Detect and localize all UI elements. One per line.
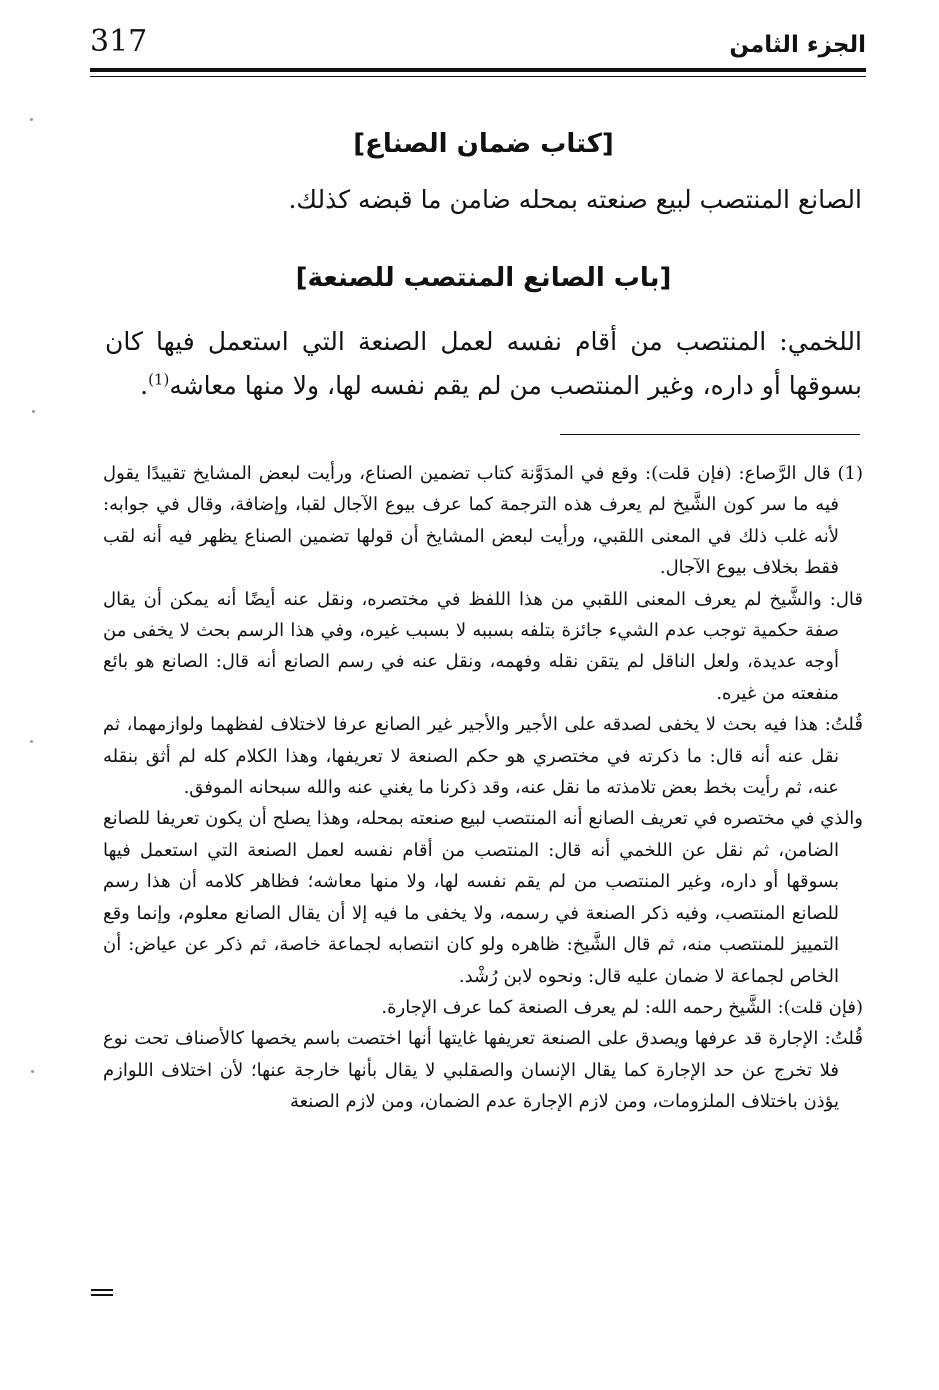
footnote-paragraph: قُلتُ: الإجارة قد عرفها ويصدق على الصنعة تعريفها غايتها أنها اختصت باسم يخصها كالأصناف تحت نوع فلا تخرج عن حد الإجارة كما يقال الإنسان والصقلبي لا يقال بأنها خارجة عنها؛ لأن اختلاف اللوازم يؤذن باختلاف الملزومات، ومن لازم الإجارة عدم الضمان، ومن لازم الصنعة xyxy=(103,1028,863,1113)
footnote-paragraph: (1) قال الرَّصاع: (فإن قلت): وقع في المدَوَّنة كتاب تضمين الصناع، ورأيت لبعض المشايخ تقييدًا يقول فيه ما سر كون الشَّيخ لم يعرف هذه الترجمة كما عرف بيوع الآجال لقبا، وإضافة، وقال في جوابه: لأنه غلب ذلك في المعنى اللقبي، ورأيت لبعض المشايخ أن قولها تضمين الصناع يظهر فيه أنه لقب فقط بخلاف بيوع الآجال. xyxy=(103,463,863,579)
chapter-heading-block xyxy=(105,258,862,298)
footnote-paragraph: قُلتُ: هذا فيه بحث لا يخفى لصدقه على الأجير والأجير غير الصانع عرفا لاختلاف لفظهما ولوازمهما، ثم نقل عنه أنه قال: ما ذكرته في مختصري هو حكم الصنعة لا تعريفها، وهذا الكلام كله لم أثق بنقله عنه، ثم رأيت بخط بعض تلامذته ما نقل عنه، وقد ذكرنا ما يغني عنه والله سبحانه الموفق. xyxy=(103,714,863,799)
margin-speck xyxy=(30,118,33,121)
footnote-paragraph: قال: والشَّيخ لم يعرف المعنى اللقبي من هذا اللفظ في مختصره، ونقل عنه أيضًا أنه يمكن أن يقال صفة حكمية توجب عدم الشيء جائزة بتلفه بسببه لا بسبب غيره، وفي هذا الرسم بحث لا يخفى من أوجه عديدة، ولعل الناقل لم يتقن نقله وفهمه، ونقل عنه في رسم الصانع أنه قال: الصانع هو بائع منفعته من غيره. xyxy=(103,588,863,704)
page-number: 317 xyxy=(90,24,148,59)
main-paragraph xyxy=(105,320,862,408)
intro-text-block xyxy=(105,178,862,222)
footnotes-section xyxy=(103,458,863,1118)
footnote-reference: (1) xyxy=(148,370,170,389)
chapter-heading: [باب الصانع المنتصب للصنعة] xyxy=(295,263,672,293)
header-rule-thin xyxy=(90,76,866,77)
footnote-paragraph: والذي في مختصره في تعريف الصانع أنه المنتصب لبيع صنعته بمحله، وهذا يصلح أن يكون تعريفا للصانع الضامن، ثم نقل عن اللخمي أنه قال: المنتصب من أقام نفسه لعمل الصنعة التي استعمل فيها بسوقها أو داره، وغير المنتصب من لم يقم نفسه لها، ولا منها معاشه؛ فظاهر كلامه أن هذا رسم للصانع المنتصب، وفيه ذكر الصنعة في رسمه، ولا يخفى ما فيه إلا أن يقال الصانع معلوم، وإنما وقع التمييز للمنتصب منه، ثم قال الشَّيخ: ظاهره ولو كان انتصابه لجماعة خاصة، ثم ذكر عن عياض: أن الخاص لجماعة لا ضمان عليه قال: ونحوه لابن رُشْد. xyxy=(103,808,863,987)
page-header xyxy=(90,22,866,66)
margin-speck xyxy=(32,410,35,413)
footnote-paragraph: (فإن قلت): الشَّيخ رحمه الله: لم يعرف الصنعة كما عرف الإجارة. xyxy=(381,996,863,1018)
continuation-mark-line xyxy=(91,1294,113,1296)
footnote-separator xyxy=(560,434,860,435)
book-heading: [كتاب ضمان الصناع] xyxy=(353,129,614,159)
book-heading-block xyxy=(105,124,862,164)
continuation-mark-line xyxy=(91,1289,113,1291)
header-rule-thick xyxy=(90,68,866,72)
margin-speck xyxy=(30,740,33,743)
margin-speck xyxy=(31,1070,34,1073)
main-paragraph-text: اللخمي: المنتصب من أقام نفسه لعمل الصنعة التي استعمل فيها كان بسوقها أو داره، وغير المنتصب من لم يقم نفسه لها، ولا منها معاشه xyxy=(105,327,862,400)
main-paragraph-ending: . xyxy=(140,371,149,400)
continuation-mark xyxy=(91,1289,113,1299)
intro-text: الصانع المنتصب لبيع صنعته بمحله ضامن ما قبضه كذلك. xyxy=(288,185,862,214)
running-head-volume-title: الجزء الثامن xyxy=(729,32,866,58)
main-paragraph-block xyxy=(105,320,862,408)
